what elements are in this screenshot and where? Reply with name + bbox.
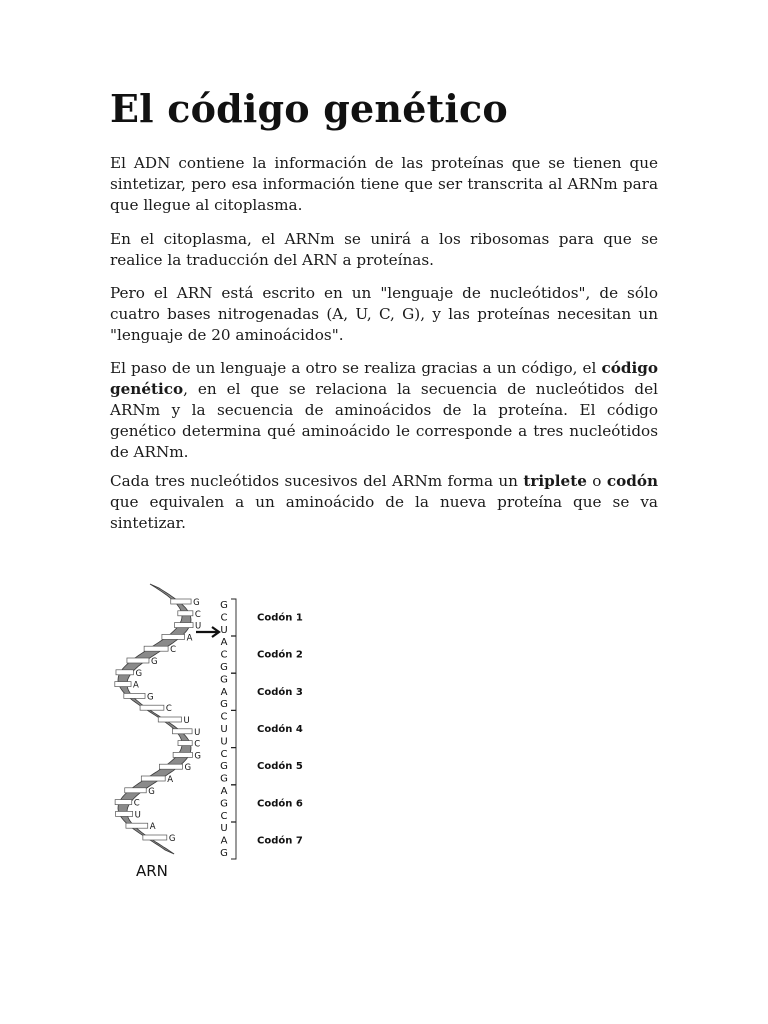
codon-bracket bbox=[231, 673, 236, 710]
helix-base-label: C bbox=[170, 645, 177, 656]
sequence-base: G bbox=[220, 798, 228, 810]
sequence-base: G bbox=[220, 699, 228, 711]
sequence-base: C bbox=[220, 649, 228, 661]
base-rung bbox=[126, 823, 148, 828]
helix-base-label: G bbox=[194, 751, 202, 762]
page-title: El código genético bbox=[110, 86, 508, 131]
codon-label: Codón 2 bbox=[257, 649, 303, 661]
nucleotide-sequence bbox=[220, 600, 228, 859]
helix-base-label: U bbox=[134, 810, 141, 821]
base-rung bbox=[127, 658, 149, 663]
sequence-base: C bbox=[220, 748, 228, 760]
codon-label: Codón 4 bbox=[257, 724, 303, 735]
paragraph-5-bold-triplete: triplete bbox=[523, 472, 587, 490]
sequence-base: A bbox=[220, 637, 228, 649]
sequence-base: G bbox=[220, 674, 228, 686]
sequence-base: A bbox=[220, 786, 228, 797]
base-rung bbox=[159, 764, 182, 769]
sequence-base: G bbox=[220, 600, 228, 611]
base-rung bbox=[171, 599, 191, 604]
base-rung bbox=[173, 752, 192, 757]
base-rung bbox=[116, 670, 133, 675]
codon-bracket bbox=[231, 636, 236, 673]
arn-label: ARN bbox=[136, 862, 168, 880]
paragraph-3: Pero el ARN está escrito en un "lenguaje de nucleótidos", de sólo cuatro bases nitrogenadas (A, U, C, G), y las proteínas necesitan un "lenguaje de 20 aminoácidos". bbox=[110, 284, 658, 344]
helix-base-label: U bbox=[194, 727, 201, 738]
base-rung bbox=[178, 741, 192, 746]
paragraph-5-bold-codon: codón bbox=[606, 472, 658, 490]
paragraph-1: El ADN contiene la información de las proteínas que se tienen que sintetizar, pero esa información tiene que ser transcrita al ARNm para que llegue al citoplasma. bbox=[110, 154, 658, 214]
paragraph-4-bold: código genético bbox=[110, 359, 658, 398]
base-rung bbox=[175, 623, 194, 628]
base-rung bbox=[162, 634, 185, 639]
sequence-base: U bbox=[220, 724, 228, 735]
codon-bracket bbox=[231, 711, 236, 748]
arn-figure bbox=[100, 578, 320, 888]
base-rung bbox=[115, 682, 131, 687]
sequence-base: C bbox=[220, 810, 228, 822]
sequence-base: G bbox=[220, 662, 228, 673]
paragraph-4-text-a: El paso de un lenguaje a otro se realiza gracias a un código, el bbox=[110, 359, 602, 377]
paragraph-5-text-b: que equivalen a un aminoácido de la nueva proteína que se va sintetizar. bbox=[110, 493, 658, 532]
helix-base-label: G bbox=[135, 668, 143, 679]
helix-base-label: G bbox=[184, 763, 192, 774]
base-rung bbox=[172, 729, 192, 734]
helix-base-label: A bbox=[149, 822, 156, 833]
codon-bracket bbox=[231, 785, 236, 822]
helix-base-label: G bbox=[168, 834, 176, 844]
codon-bracket bbox=[231, 748, 236, 785]
sequence-base: C bbox=[220, 711, 228, 723]
sequence-base: G bbox=[220, 761, 228, 773]
paragraph-4-text-b: , en el que se relaciona la secuencia de nucleótidos del ARNm y la secuencia de aminoácidos de la proteína. El código genético determina qué aminoácido le corresponde a tres nucleótidos de ARNm. bbox=[110, 380, 658, 461]
base-rung bbox=[115, 800, 132, 805]
base-rung bbox=[178, 611, 193, 616]
sequence-base: G bbox=[220, 773, 228, 785]
sequence-base: U bbox=[220, 736, 228, 748]
helix-base-label: A bbox=[186, 633, 193, 644]
base-rung bbox=[116, 811, 133, 816]
sequence-base: A bbox=[220, 686, 228, 698]
helix-base-label: C bbox=[194, 739, 201, 750]
codon-brackets bbox=[231, 599, 303, 859]
sequence-base: U bbox=[220, 823, 228, 835]
sequence-base: U bbox=[220, 624, 228, 636]
sequence-base: C bbox=[220, 612, 228, 624]
base-rung bbox=[158, 717, 181, 722]
paragraph-4 bbox=[110, 358, 658, 463]
helix-base-label: G bbox=[150, 657, 158, 667]
base-rung bbox=[125, 788, 146, 793]
base-rung bbox=[141, 776, 165, 781]
paragraph-5-text-mid: o bbox=[586, 472, 607, 490]
sequence-base: G bbox=[220, 848, 228, 859]
helix-base-label: U bbox=[195, 621, 202, 632]
helix-base-label: A bbox=[133, 680, 139, 691]
base-rung bbox=[140, 705, 164, 710]
helix-base-label: C bbox=[133, 798, 140, 809]
base-rung bbox=[143, 835, 167, 840]
paragraph-5 bbox=[110, 471, 658, 534]
helix-base-label: C bbox=[165, 704, 172, 715]
helix-base-label: A bbox=[167, 775, 174, 785]
paragraph-2: En el citoplasma, el ARNm se unirá a los ribosomas para que se realice la traducción del ARN a proteínas. bbox=[110, 230, 658, 269]
sequence-base: A bbox=[220, 835, 228, 847]
codon-bracket bbox=[231, 822, 236, 859]
base-rung bbox=[144, 646, 168, 651]
helix-base-label: G bbox=[147, 692, 154, 703]
paragraph-5-text-a: Cada tres nucleótidos sucesivos del ARNm forma un bbox=[110, 472, 524, 490]
arn-helix bbox=[115, 584, 201, 854]
helix-base-label: G bbox=[148, 786, 155, 797]
helix-base-label: C bbox=[194, 609, 201, 620]
helix-base-label: G bbox=[193, 598, 200, 608]
codon-label: Codón 3 bbox=[257, 686, 303, 698]
codon-bracket bbox=[231, 599, 236, 636]
codon-label: Codón 7 bbox=[257, 835, 303, 847]
codon-label: Codón 1 bbox=[257, 612, 303, 624]
arn-diagram bbox=[100, 578, 320, 888]
helix-base-label: U bbox=[183, 716, 190, 726]
codon-label: Codón 6 bbox=[257, 798, 303, 810]
codon-label: Codón 5 bbox=[257, 761, 303, 773]
base-rung bbox=[124, 693, 145, 698]
